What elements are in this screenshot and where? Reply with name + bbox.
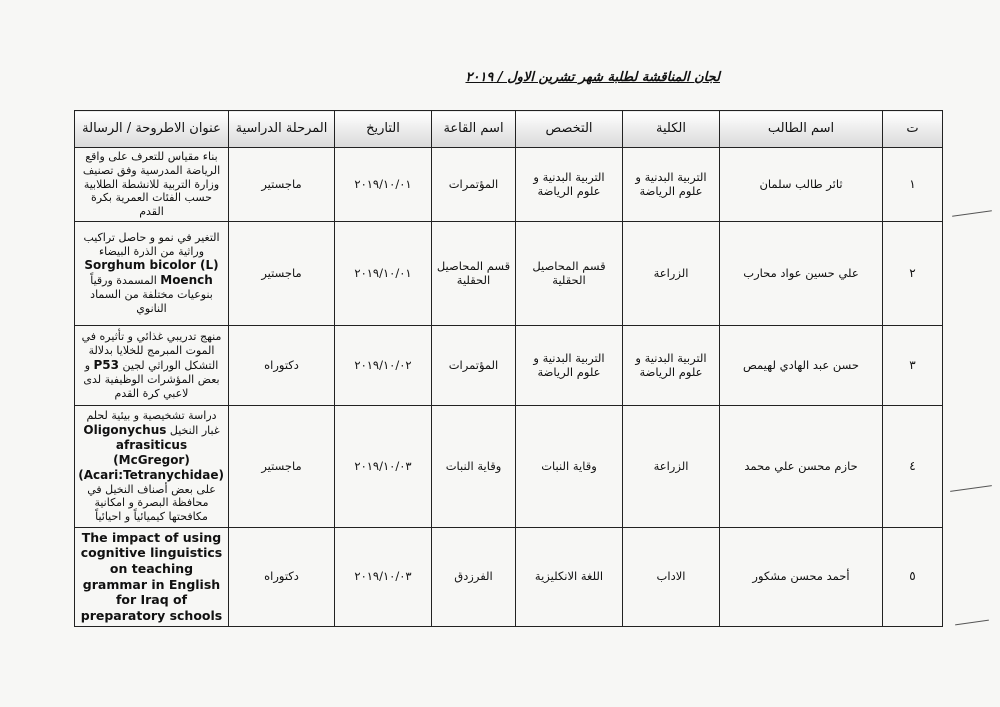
student-name: حسن عبد الهادي لهيمص [720,325,883,405]
college: الزراعة [623,221,720,325]
thesis-title [75,405,229,527]
study-stage: دكتوراه [229,527,335,626]
specialty: اللغة الانكليزية [516,527,623,626]
date: ٢٠١٩/١٠/٠١ [335,148,432,222]
committees-table [74,110,943,627]
row-number: ٢ [883,221,943,325]
thesis-title [75,221,229,325]
hall: المؤتمرات [432,148,516,222]
scan-mark [955,620,989,626]
college: التربية البدنية و علوم الرياضة [623,325,720,405]
hall: قسم المحاصيل الحقلية [432,221,516,325]
scan-mark [950,485,992,492]
hall: المؤتمرات [432,325,516,405]
col-header-hall: اسم القاعة [432,111,516,148]
col-header-college: الكلية [623,111,720,148]
gene-name: P53 [93,357,120,372]
scan-mark [952,210,992,217]
college: الزراعة [623,405,720,527]
thesis-title-part: التغير في نمو و حاصل تراكيب وراثية من الذرة البيضاء [83,230,220,258]
student-name: علي حسين عواد محارب [720,221,883,325]
thesis-title: The impact of using cognitive linguistics on teaching grammar in English for Iraq of preparatory schools [75,527,229,626]
college: الاداب [623,527,720,626]
thesis-title-part: منهج تدريبي غذائي و تأثيره في الموت المبرمج للخلايا بدلالة التشكل الوراثي لجين [81,330,222,372]
date: ٢٠١٩/١٠/٠٢ [335,325,432,405]
thesis-title-part: و بعض المؤشرات الوظيفية لدى لاعبي كرة القدم [83,358,220,400]
col-header-date: التاريخ [335,111,432,148]
table-row [75,148,943,222]
student-name: أحمد محسن مشكور [720,527,883,626]
table-row [75,325,943,405]
specialty: وقاية النبات [516,405,623,527]
study-stage: ماجستير [229,148,335,222]
student-name: حازم محسن علي محمد [720,405,883,527]
thesis-title: بناء مقياس للتعرف على واقع الرياضة المدرسية وفق تصنيف وزارة التربية للانشطة الطلابية حسب الفئات العمرية بكرة القدم [75,148,229,222]
date: ٢٠١٩/١٠/٠٣ [335,405,432,527]
thesis-title-part: على بعض أصناف النخيل في محافظة البصرة و امكانية مكافحتها كيميائياً و احيائياً [87,482,216,523]
date: ٢٠١٩/١٠/٠٣ [335,527,432,626]
thesis-title-part: المسمدة ورقياً بنوعيات مختلفة من السماد النانوي [90,274,213,315]
col-header-student: اسم الطالب [720,111,883,148]
col-header-stage: المرحلة الدراسية [229,111,335,148]
thesis-title-part: دراسة تشخيصية و بيئية لحلم غبار النخيل [86,408,220,437]
table-row [75,527,943,626]
thesis-title [75,325,229,405]
college: التربية البدنية و علوم الرياضة [623,148,720,222]
hall: الفرزدق [432,527,516,626]
col-header-no: ت [883,111,943,148]
scientific-name: Oligonychus afrasiticus (McGregor) (Acari:Tetranychidae) [78,422,224,482]
specialty: قسم المحاصيل الحقلية [516,221,623,325]
row-number: ٥ [883,527,943,626]
study-stage: ماجستير [229,221,335,325]
hall: وقاية النبات [432,405,516,527]
row-number: ٤ [883,405,943,527]
table-row [75,405,943,527]
header-row [75,111,943,148]
study-stage: ماجستير [229,405,335,527]
row-number: ١ [883,148,943,222]
scientific-name: Sorghum bicolor (L) Moench [84,258,219,288]
specialty: التربية البدنية و علوم الرياضة [516,325,623,405]
date: ٢٠١٩/١٠/٠١ [335,221,432,325]
student-name: ثائر طالب سلمان [720,148,883,222]
specialty: التربية البدنية و علوم الرياضة [516,148,623,222]
table-row [75,221,943,325]
page-title: لجان المناقشة لطلبة شهر تشرين الاول / ٢٠١٩ [465,70,720,85]
col-header-specialty: التخصص [516,111,623,148]
row-number: ٣ [883,325,943,405]
col-header-thesis: عنوان الاطروحة / الرسالة [75,111,229,148]
study-stage: دكتوراه [229,325,335,405]
